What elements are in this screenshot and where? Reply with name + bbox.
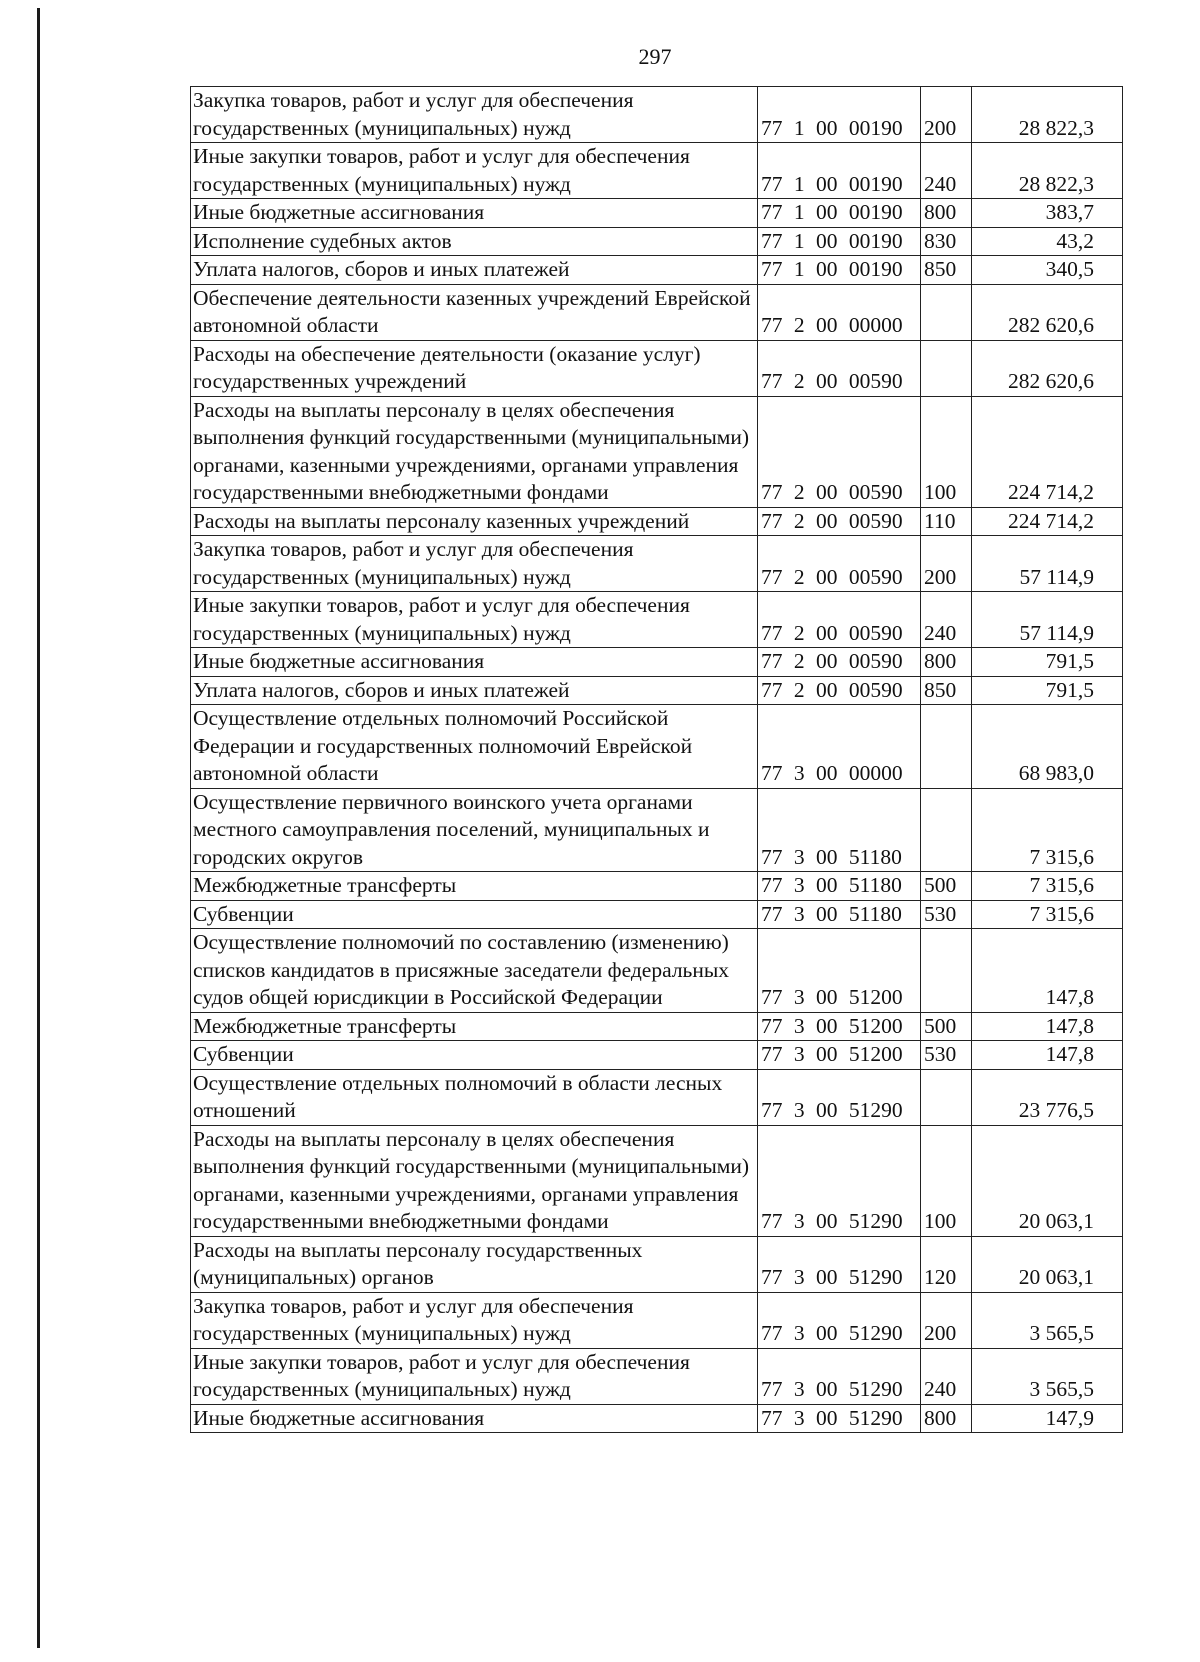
row-type-cell: 200 <box>921 536 972 592</box>
row-type-cell <box>921 788 972 872</box>
row-name-cell: Иные бюджетные ассигнования <box>191 648 758 677</box>
table-row <box>191 648 1123 677</box>
row-type-cell: 120 <box>921 1236 972 1292</box>
row-name-cell: Межбюджетные трансферты <box>191 872 758 901</box>
row-sum-cell: 57 114,9 <box>972 536 1123 592</box>
scan-margin-line <box>37 8 40 1648</box>
row-type-cell: 530 <box>921 1041 972 1070</box>
row-name-cell: Уплата налогов, сборов и иных платежей <box>191 676 758 705</box>
table-row <box>191 1348 1123 1404</box>
table-row <box>191 900 1123 929</box>
table-row <box>191 1125 1123 1236</box>
table-row <box>191 1012 1123 1041</box>
row-type-cell: 100 <box>921 396 972 507</box>
table-row <box>191 592 1123 648</box>
row-code-cell: 77 2 00 00590 <box>758 592 921 648</box>
row-name-cell: Осуществление полномочий по составлению (изменению) списков кандидатов в присяжные заседатели федеральных судов общей юрисдикции в Российской Федерации <box>191 929 758 1013</box>
row-name-cell: Иные бюджетные ассигнования <box>191 199 758 228</box>
row-code-cell: 77 2 00 00590 <box>758 536 921 592</box>
row-code-cell: 77 2 00 00000 <box>758 284 921 340</box>
row-code-cell: 77 3 00 51290 <box>758 1348 921 1404</box>
row-name-cell: Субвенции <box>191 900 758 929</box>
row-name-cell: Иные закупки товаров, работ и услуг для обеспечения государственных (муниципальных) нужд <box>191 592 758 648</box>
row-sum-cell: 43,2 <box>972 227 1123 256</box>
row-sum-cell: 20 063,1 <box>972 1125 1123 1236</box>
row-sum-cell: 791,5 <box>972 676 1123 705</box>
row-type-cell <box>921 340 972 396</box>
row-code-cell: 77 1 00 00190 <box>758 227 921 256</box>
row-code-cell: 77 2 00 00590 <box>758 507 921 536</box>
row-type-cell: 800 <box>921 648 972 677</box>
row-sum-cell: 7 315,6 <box>972 872 1123 901</box>
row-type-cell: 850 <box>921 256 972 285</box>
row-code-cell: 77 2 00 00590 <box>758 648 921 677</box>
page-number: 297 <box>638 44 672 69</box>
table-row <box>191 1292 1123 1348</box>
row-code-cell: 77 3 00 51290 <box>758 1236 921 1292</box>
row-code-cell: 77 1 00 00190 <box>758 256 921 285</box>
row-sum-cell: 28 822,3 <box>972 87 1123 143</box>
row-type-cell <box>921 705 972 789</box>
row-code-cell: 77 3 00 51290 <box>758 1404 921 1433</box>
row-code-cell: 77 3 00 51200 <box>758 1041 921 1070</box>
row-sum-cell: 7 315,6 <box>972 900 1123 929</box>
row-code-cell: 77 1 00 00190 <box>758 143 921 199</box>
row-name-cell: Иные закупки товаров, работ и услуг для обеспечения государственных (муниципальных) нужд <box>191 143 758 199</box>
row-code-cell: 77 3 00 51200 <box>758 929 921 1013</box>
row-sum-cell: 23 776,5 <box>972 1069 1123 1125</box>
row-type-cell <box>921 929 972 1013</box>
table-row <box>191 676 1123 705</box>
row-type-cell: 800 <box>921 199 972 228</box>
row-code-cell: 77 3 00 00000 <box>758 705 921 789</box>
row-type-cell: 800 <box>921 1404 972 1433</box>
row-sum-cell: 147,8 <box>972 1012 1123 1041</box>
budget-table-body <box>191 87 1123 1433</box>
row-name-cell: Осуществление первичного воинского учета органами местного самоуправления поселений, муниципальных и городских округов <box>191 788 758 872</box>
row-type-cell <box>921 284 972 340</box>
table-row <box>191 1404 1123 1433</box>
row-name-cell: Иные закупки товаров, работ и услуг для обеспечения государственных (муниципальных) нужд <box>191 1348 758 1404</box>
row-name-cell: Закупка товаров, работ и услуг для обеспечения государственных (муниципальных) нужд <box>191 87 758 143</box>
row-code-cell: 77 3 00 51180 <box>758 872 921 901</box>
row-sum-cell: 3 565,5 <box>972 1348 1123 1404</box>
table-row <box>191 199 1123 228</box>
table-row <box>191 256 1123 285</box>
table-row <box>191 1236 1123 1292</box>
table-row <box>191 1041 1123 1070</box>
row-type-cell <box>921 1069 972 1125</box>
row-name-cell: Закупка товаров, работ и услуг для обеспечения государственных (муниципальных) нужд <box>191 1292 758 1348</box>
row-name-cell: Расходы на выплаты персоналу государственных (муниципальных) органов <box>191 1236 758 1292</box>
table-row <box>191 788 1123 872</box>
row-name-cell: Расходы на выплаты персоналу казенных учреждений <box>191 507 758 536</box>
row-type-cell: 200 <box>921 1292 972 1348</box>
row-code-cell: 77 1 00 00190 <box>758 87 921 143</box>
row-type-cell: 240 <box>921 1348 972 1404</box>
row-code-cell: 77 2 00 00590 <box>758 396 921 507</box>
row-sum-cell: 147,8 <box>972 929 1123 1013</box>
table-row <box>191 227 1123 256</box>
row-type-cell: 500 <box>921 1012 972 1041</box>
row-type-cell: 110 <box>921 507 972 536</box>
row-sum-cell: 224 714,2 <box>972 507 1123 536</box>
row-sum-cell: 57 114,9 <box>972 592 1123 648</box>
row-sum-cell: 282 620,6 <box>972 340 1123 396</box>
row-sum-cell: 20 063,1 <box>972 1236 1123 1292</box>
table-row <box>191 929 1123 1013</box>
row-type-cell: 830 <box>921 227 972 256</box>
row-name-cell: Расходы на выплаты персоналу в целях обеспечения выполнения функций государственными (муниципальными) органами, казенными учреждениями, органами управления государственными внебюджетными фондами <box>191 396 758 507</box>
row-name-cell: Исполнение судебных актов <box>191 227 758 256</box>
table-row <box>191 536 1123 592</box>
row-sum-cell: 791,5 <box>972 648 1123 677</box>
row-code-cell: 77 1 00 00190 <box>758 199 921 228</box>
row-code-cell: 77 3 00 51180 <box>758 788 921 872</box>
row-code-cell: 77 2 00 00590 <box>758 676 921 705</box>
row-sum-cell: 383,7 <box>972 199 1123 228</box>
row-type-cell: 850 <box>921 676 972 705</box>
table-row <box>191 284 1123 340</box>
row-code-cell: 77 3 00 51290 <box>758 1292 921 1348</box>
row-name-cell: Субвенции <box>191 1041 758 1070</box>
row-sum-cell: 7 315,6 <box>972 788 1123 872</box>
row-type-cell: 240 <box>921 592 972 648</box>
row-name-cell: Межбюджетные трансферты <box>191 1012 758 1041</box>
row-sum-cell: 147,8 <box>972 1041 1123 1070</box>
table-row <box>191 340 1123 396</box>
row-sum-cell: 147,9 <box>972 1404 1123 1433</box>
row-name-cell: Расходы на обеспечение деятельности (оказание услуг) государственных учреждений <box>191 340 758 396</box>
row-name-cell: Закупка товаров, работ и услуг для обеспечения государственных (муниципальных) нужд <box>191 536 758 592</box>
row-code-cell: 77 2 00 00590 <box>758 340 921 396</box>
row-type-cell: 240 <box>921 143 972 199</box>
row-code-cell: 77 3 00 51290 <box>758 1125 921 1236</box>
row-sum-cell: 340,5 <box>972 256 1123 285</box>
row-type-cell: 530 <box>921 900 972 929</box>
row-name-cell: Уплата налогов, сборов и иных платежей <box>191 256 758 285</box>
table-row <box>191 705 1123 789</box>
table-row <box>191 872 1123 901</box>
row-type-cell: 500 <box>921 872 972 901</box>
table-row <box>191 507 1123 536</box>
row-name-cell: Осуществление отдельных полномочий в области лесных отношений <box>191 1069 758 1125</box>
row-type-cell: 200 <box>921 87 972 143</box>
table-row <box>191 143 1123 199</box>
table-row <box>191 87 1123 143</box>
row-sum-cell: 3 565,5 <box>972 1292 1123 1348</box>
row-code-cell: 77 3 00 51200 <box>758 1012 921 1041</box>
row-sum-cell: 224 714,2 <box>972 396 1123 507</box>
row-code-cell: 77 3 00 51290 <box>758 1069 921 1125</box>
row-name-cell: Обеспечение деятельности казенных учреждений Еврейской автономной области <box>191 284 758 340</box>
row-type-cell: 100 <box>921 1125 972 1236</box>
budget-table <box>190 86 1123 1433</box>
table-row <box>191 396 1123 507</box>
row-name-cell: Иные бюджетные ассигнования <box>191 1404 758 1433</box>
row-sum-cell: 28 822,3 <box>972 143 1123 199</box>
row-sum-cell: 282 620,6 <box>972 284 1123 340</box>
row-code-cell: 77 3 00 51180 <box>758 900 921 929</box>
table-row <box>191 1069 1123 1125</box>
row-sum-cell: 68 983,0 <box>972 705 1123 789</box>
row-name-cell: Осуществление отдельных полномочий Российской Федерации и государственных полномочий Еврейской автономной области <box>191 705 758 789</box>
row-name-cell: Расходы на выплаты персоналу в целях обеспечения выполнения функций государственными (муниципальными) органами, казенными учреждениями, органами управления государственными внебюджетными фондами <box>191 1125 758 1236</box>
